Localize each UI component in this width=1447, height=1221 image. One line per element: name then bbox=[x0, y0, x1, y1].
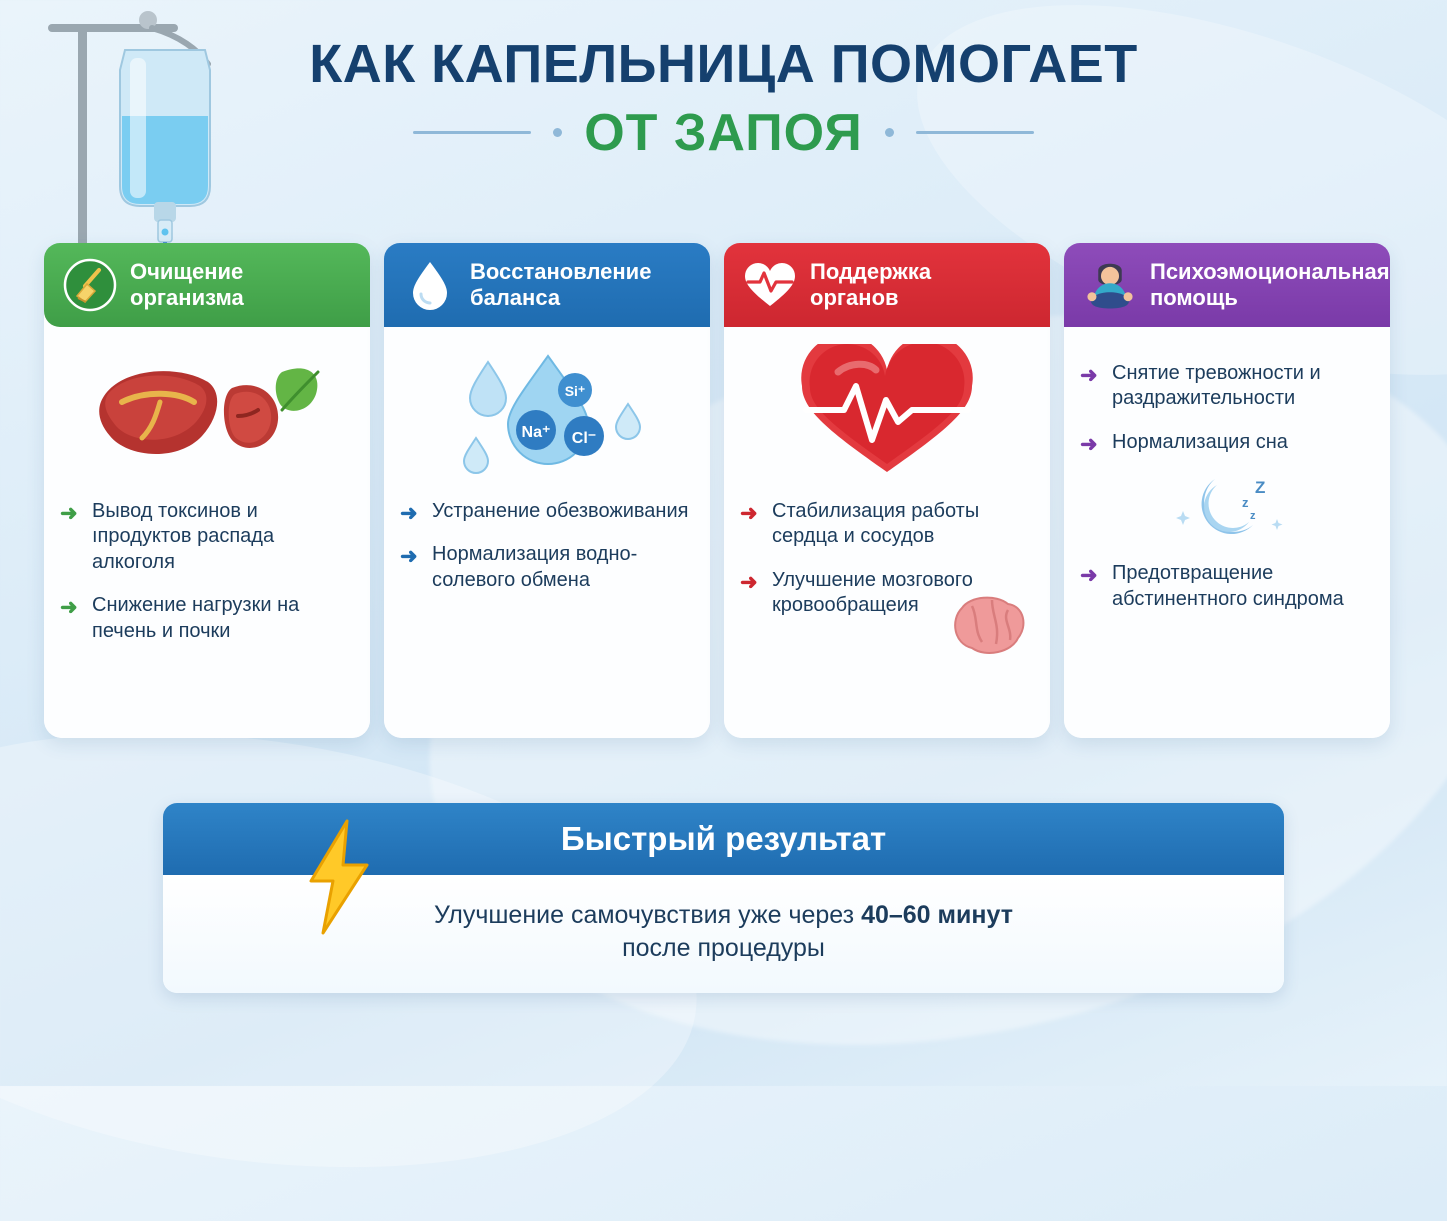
card-cleansing-title-l2: организма bbox=[130, 285, 244, 310]
arrow-icon: ➜ bbox=[740, 570, 758, 594]
bullet-item bbox=[60, 593, 354, 644]
card-balance-title-l1: Восстановление bbox=[470, 259, 652, 285]
arrow-icon: ➜ bbox=[400, 502, 418, 525]
bullet-text: Снятие тревожности и раздражительности bbox=[1112, 362, 1321, 410]
page-title-line1: КАК КАПЕЛЬНИЦА ПОМОГАЕТ bbox=[309, 34, 1138, 94]
page-header bbox=[0, 36, 1447, 163]
card-organ-support-title-l1: Поддержка bbox=[810, 259, 932, 285]
lightning-bolt-icon bbox=[293, 817, 385, 937]
card-psychoemotional-header bbox=[1064, 243, 1390, 327]
zzz-label-large: Z bbox=[1255, 478, 1266, 498]
arrow-icon: ➜ bbox=[60, 596, 78, 620]
arrow-icon: ➜ bbox=[400, 545, 418, 569]
bullet-item bbox=[60, 499, 354, 575]
card-cleansing-title-l1: Очищение bbox=[130, 259, 244, 285]
bullet-item bbox=[1080, 430, 1374, 455]
bullet-text: Устранение обезвоживания bbox=[432, 500, 689, 522]
arrow-icon: ➜ bbox=[740, 502, 758, 525]
electrolyte-drops-icon bbox=[400, 339, 694, 489]
card-organ-support-title bbox=[810, 259, 931, 311]
card-cleansing-title bbox=[130, 259, 244, 311]
arrow-icon: ➜ bbox=[60, 502, 78, 525]
bullet-item bbox=[400, 542, 694, 593]
subtitle-rule-left bbox=[413, 131, 531, 134]
card-balance-title-l2: баланса bbox=[470, 285, 561, 310]
card-psychoemotional-title bbox=[1150, 259, 1390, 311]
bullet-text: Стабилизация работы сердца и сосудов bbox=[772, 500, 980, 548]
bullet-text: Вывод токсинов и ıпродуктов распада алкоголя bbox=[92, 500, 275, 573]
card-balance-header bbox=[384, 243, 710, 327]
water-drop-icon bbox=[402, 257, 458, 313]
card-organ-support-bullets bbox=[740, 499, 1034, 619]
bullet-text: Нормализация водно-солевого обмена bbox=[432, 543, 638, 591]
fast-result-title: Быстрый результат bbox=[560, 820, 887, 857]
subtitle-dot-left bbox=[553, 128, 562, 137]
arrow-icon: ➜ bbox=[1080, 364, 1098, 387]
card-cleansing-header bbox=[44, 243, 370, 327]
liver-kidney-icon bbox=[60, 339, 354, 489]
bullet-item bbox=[740, 499, 1034, 550]
card-psychoemotional[interactable] bbox=[1064, 243, 1390, 738]
subtitle-rule-right bbox=[916, 131, 1034, 134]
page-title-line2: ОТ ЗАПОЯ bbox=[584, 103, 863, 162]
card-cleansing-body bbox=[44, 327, 370, 738]
benefit-cards-row bbox=[44, 243, 1404, 738]
bullet-item bbox=[1080, 361, 1374, 412]
electrolyte-label-cl: Cl⁻ bbox=[571, 430, 597, 447]
bullet-item bbox=[1080, 561, 1374, 612]
card-balance-body bbox=[384, 327, 710, 738]
bullet-item bbox=[400, 499, 694, 524]
zzz-label-small: z bbox=[1250, 510, 1256, 523]
card-psychoemotional-title-l2: помощь bbox=[1150, 285, 1238, 310]
card-psychoemotional-title-l1: Психоэмоциональная bbox=[1150, 259, 1390, 285]
sleeping-moon-icon bbox=[1080, 467, 1374, 541]
brain-icon bbox=[940, 590, 1032, 667]
card-organ-support-header bbox=[724, 243, 1050, 327]
fast-result-line2: после процедуры bbox=[622, 934, 825, 962]
bullet-item bbox=[740, 568, 1034, 619]
fast-result-banner bbox=[163, 803, 1284, 993]
fast-result-duration: 40–60 минут bbox=[861, 901, 1013, 929]
bullet-text: Нормализация сна bbox=[1112, 430, 1288, 453]
card-psychoemotional-body bbox=[1064, 327, 1390, 738]
subtitle-dot-right bbox=[885, 128, 894, 137]
card-balance-bullets bbox=[400, 499, 694, 593]
card-balance[interactable] bbox=[384, 243, 710, 738]
card-cleansing[interactable] bbox=[44, 243, 370, 738]
card-organ-support-title-l2: органов bbox=[810, 285, 899, 310]
heart-ecg-icon bbox=[740, 339, 1034, 489]
page-subtitle-row bbox=[0, 103, 1447, 163]
heart-pulse-icon bbox=[742, 257, 798, 313]
card-organ-support[interactable] bbox=[724, 243, 1050, 738]
fast-result-line1-prefix: Улучшение самочувствия уже через bbox=[434, 901, 862, 929]
electrolyte-label-si: Si⁺ bbox=[564, 383, 586, 399]
meditating-person-icon bbox=[1082, 257, 1138, 313]
electrolyte-label-na: Na⁺ bbox=[521, 424, 551, 441]
card-organ-support-body bbox=[724, 327, 1050, 738]
card-balance-title bbox=[470, 259, 651, 311]
zzz-label-medium: z bbox=[1242, 495, 1249, 511]
bullet-text: Предотвращение абстинентного синдрома bbox=[1112, 562, 1344, 610]
arrow-icon: ➜ bbox=[1080, 432, 1098, 456]
bullet-text: Снижение нагрузки на печень и почки bbox=[92, 594, 300, 642]
arrow-icon: ➜ bbox=[1080, 564, 1098, 588]
card-cleansing-bullets bbox=[60, 499, 354, 644]
bullet-text: Улучшение мозгового кровообращеия bbox=[772, 568, 973, 617]
broom-icon bbox=[62, 257, 118, 313]
card-psychoemotional-bullets bbox=[1080, 361, 1374, 612]
